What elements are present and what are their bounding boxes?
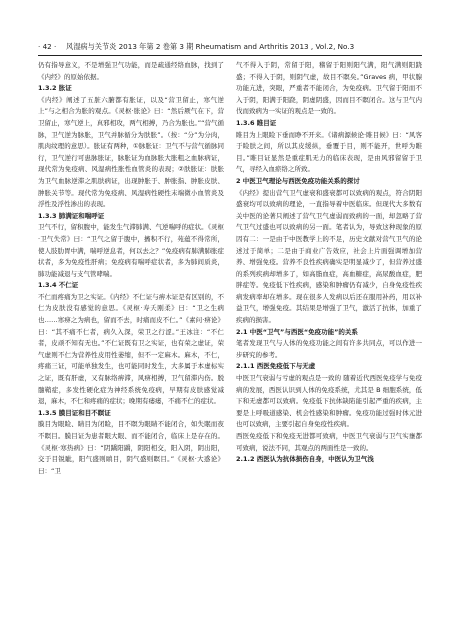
section-heading: 1.3.6 睢目证: [236, 118, 277, 127]
right-column: [236, 60, 422, 466]
header-rule: [38, 55, 422, 56]
paragraph: 仍有指导意义，不是增强卫气功能，而是疏通经络血脉，找到了《内经》的原始依据。: [38, 61, 224, 81]
paragraph: 《内经》提出营气卫气虚衰和盛衰都可以致病的观点，符合阴阳盛衰均可以致病的理论，一直指导着中医临床。但现代大多数有关中医的论著只阐述了营气卫气虚弱而致病的一面，却忽略了营气卫气过盛也可以致病的另一面。笔者认为，导致这种现象的原因有二：一是由于中医教学上的不足，历史文献对营气卫气的论述过于简单；二是由于商业广告效应，社会上片面强调增加营养、增强免疫。营养不良性疾病确实是明显减少了，但营养过盛的系列疾病却增多了，如高脂血症，高血糖症，高尿酸血症，肥胖症等。免疫低下性疾病，感染和肿瘤仍有减少，自身免疫性疾病发病率却在增多。现在很多人发病以后还在服用补药，用以补益卫气，增强免疫。其结果是增强了卫气，激活了抗体，加重了疾病的损害。: [236, 188, 422, 325]
paragraph: 笔者发现卫气与人体的免疫功能之间有许多共同点，可以作进一步研究的参考。: [236, 339, 422, 359]
paragraph: 气不得入于阴，常留于阳，稽留于阳则阳气满，阳气满则阳跷盛；不得入于阴，则阴气虚，故目不瞑矣。”Graves 病，甲状腺功能亢进，突眼，严重者不能闭合，为免疫病。卫气留于阳而不入于阴，阳满于阳跷，阴虚阴盛，因而目不瞑闭合。这与卫气内伐而致病为一实证的观点是一致的。: [236, 61, 422, 116]
paragraph: 睢目为上眼睑下垂而睁不开来。《诸病源候论·睢目候》曰：“风客于睑肤之间，所以其皮缓纵，垂覆于目，则不能开，世呼为睢目。”睢目证显然是重症肌无力的临床表现，是由风邪留留于卫气，寻经入血瘀络之所致。: [236, 130, 422, 174]
paragraph: 中医卫气衰弱与亏虚的观点是一致的 随着近代西医免疫学与免疫病的发展，西医认识到人体的免疫系统，尤其是 B 细胞系统，低下和无虚都可以致病。免疫低下抗体缺陷能引起严重的疾病，主要是上呼吸道感染、机会性感染和肿瘤。免疫功能过强时体元进也可以致病，主要引起自身免疫性疾病。: [236, 374, 422, 429]
section-heading: 1.3.5 膜目证和目不瞑证: [38, 408, 111, 417]
paragraph: 卫气不行，留积腹中，能发生气滞肺满、气逆喘呼的症状。《灵枢·卫气失常》曰：“卫气之留于腹中，搐积不行，苑蕴不得常所，使人肢肋胃中满，喘呼逆息者，何以去之？”免疫病有肺满肺胀症状者，多为免疫性肝病；免疫病有喘呼症状者，多为肺间质炎，肺功能减退与支气管哮喘。: [38, 223, 224, 278]
journal-title: 风湿病与关节炎 2013 年第 2 卷第 3 期 Rheumatism and Arthritis 2013 , Vol.2, No.3: [66, 42, 355, 51]
page-header: [38, 40, 422, 54]
paragraph: 不仁而疼痛为卫之实证。《内经》不仁证与痹木证是有区别的，不仁为皮肤没有感觉的意思。《灵枢·寿夭刚柔》曰：“卫之生病也……寒痹之为病也，留而不去，时痛而皮不仁。”《素问·痹论》曰：“其不痛不仁者，病久入深，荣卫之行涩。”王冰注：“不仁者，皮顽不知有无也。”不仁证既有卫之实证，也有荣之虚证，荣气虚则不仁为营养性皮用性萎缩，但不一定麻木。麻木，不仁，疼痛三证，可能单独发生，也可能同时发生，大多属于本虚标实之证，既有肝虚，又有脉络痹滞，风痹相搏，卫气留滞内伤。脱髓鞘症，多发性硬化症为神经系统免疫病，早期有皮肤感觉减退，麻木，不仁和疼痛的症状；晚期有痿痿，不痛不仁的症状。: [38, 292, 224, 406]
paragraph: 西医免疫低下和免疫无进都可致病，中医卫气衰弱与卫气实壅都可致病，说法不同，其观点的两面性是一致的。: [236, 432, 422, 452]
paragraph: 《内经》阐述了五脏六腑都有胀证，以及“营卫留止，寒气逆上”与之相合为胀的观点。《灵枢·胀论》曰：“然后厥气在下，营卫留止，寒气逆上，真邪相攻，两气相搏，乃合为胀也。”“营气循脉，卫气逆为脉胀，卫气并脉循分为肤胀”。（按：“分”为分肉，肌肉纹理的意思）。胀证有两种，①脉胀证：卫气不与营气循脉同行，卫气逆行可患脉胀证，脉胀证为血脉胀大胀粗之血脉病证，现代常为免疫病、风湿病性胀性血管炎的表现；②肤胀证：肤胀为卫气血脉逆滞之肌肤病证，出现肿胀于、肿胀指、肿胀皮肤、肿胀关节等。现代常为免疫病、风湿病性硬性末端微小血管炎及浮性及浮性渗出的表现。: [38, 95, 224, 209]
paragraph: 膜目为眼睑、睛目为闭睑，目不瞑为眼睛不能闭合，如失眠而夜不瞑目。膜目证为患者眼大眼、而不能闭合，临床上是存在的。《灵枢·寒热病》曰：“阴蹻阳蹻，阴阳相交，阳入阴，阴出阳，交于目锐眦，阳气盛则瞋目，阴气盛则瞑目。”《灵枢·大惑论》曰：“卫: [38, 420, 224, 475]
section-heading: 1.3.3 肺满证和喘呼证: [38, 211, 105, 220]
section-heading: 1.3.2 胀证: [38, 84, 72, 93]
section-heading: 2.1.1 西医免疫低下与无虚: [236, 362, 316, 371]
section-heading: 1.3.4 不仁证: [38, 281, 79, 290]
left-column: [38, 60, 224, 477]
section-heading: 2.1.2 西医认为抗体损伤自身，中医认为卫气浅: [236, 455, 374, 464]
page-number: · 42 ·: [38, 42, 57, 51]
section-heading: 2.1 中医“卫气”与西医“免疫功能”的关系: [236, 327, 358, 336]
section-heading: 2 中医卫气理论与西医免疫功能关系的探讨: [236, 176, 360, 185]
